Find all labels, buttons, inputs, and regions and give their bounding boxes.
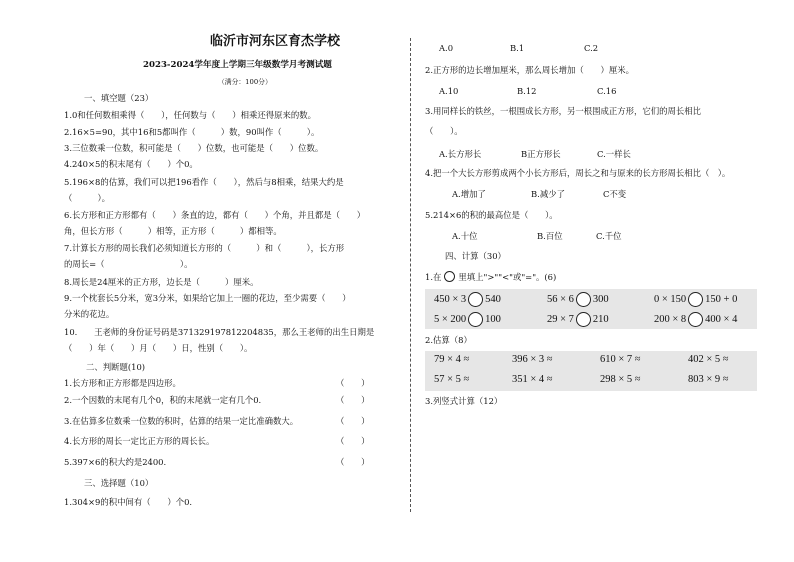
judge-q5-paren: （ ） [336,457,370,467]
fill-q7-line2: 的周长=（ ）。 [64,259,193,269]
calc-q1-prefix: 1.在 [425,271,442,282]
compare-circle[interactable] [468,292,483,307]
judge-q3-paren: （ ） [336,416,370,426]
estimate-item: 402 × 5 ≈ [688,354,729,365]
judge-q2: 2.一个因数的末尾有几个0，积的末尾就一定有几个0. [64,395,262,405]
section-choice: 三、选择题（10） [84,478,154,488]
section-fill-blank: 一、填空题（23） [84,93,154,103]
compare-circle[interactable] [576,292,591,307]
estimate-item: 396 × 3 ≈ [512,354,553,365]
estimate-item: 79 × 4 ≈ [434,354,470,365]
compare-right: 540 [485,294,501,305]
calc-q1 [425,271,556,282]
choice-q5-opt-c: C.千位 [596,231,622,241]
fill-q8: 8.周长是24厘米的正方形，边长是（ ）厘米。 [64,277,259,287]
judge-q1: 1.长方形和正方形都是四边形。 [64,378,181,388]
judge-q5: 5.397×6的积大约是2400. [64,457,167,467]
exam-title: 2023-2024学年度上学期三年级数学月考测试题 [143,60,332,70]
choice-q3-opt-b: B正方形长 [521,149,561,159]
choice-q4-opt-c: C不变 [603,189,627,199]
compare-item-3 [654,292,737,307]
estimate-title: 2.估算（8） [425,335,472,345]
compare-circle[interactable] [688,312,703,327]
fill-q6-line1: 6.长方形和正方形都有（ ）条直的边，都有（ ）个角，并且都是（ ） [64,210,366,220]
fill-q4: 4.240×5的积末尾有（ ）个0。 [64,159,198,169]
compare-right: 300 [592,294,609,305]
compare-left: 200 × 8 [654,314,687,325]
section-calc: 四、计算（30） [445,251,506,261]
fill-q3: 3.三位数乘一位数，积可能是（ ）位数，也可能是（ ）位数。 [64,143,324,153]
compare-right: 150 + 0 [705,294,738,305]
compare-item-6 [654,312,737,327]
compare-left: 450 × 3 [434,294,467,305]
judge-q1-paren: （ ） [336,378,370,388]
fill-q6-line2: 角，但长方形（ ）相等，正方形（ ）都相等。 [64,226,282,236]
section-judge: 二、判断题(10) [86,362,146,372]
fill-q9-line2: 分米的花边。 [64,309,115,319]
choice-q5: 5.214×6的积的最高位是（ ）。 [425,210,558,220]
vertical-calc-title: 3.列竖式计算（12） [425,396,503,406]
choice-q4: 4.把一个大长方形剪成两个小长方形后，周长之和与原来的长方形周长相比（ ）。 [425,168,731,178]
choice-q3-line2: （ ）。 [425,126,463,136]
estimate-item: 298 × 5 ≈ [600,374,641,385]
fill-q10-line2: （ ）年（ ）月（ ）日，性别（ ）。 [64,343,253,353]
estimate-item: 610 × 7 ≈ [600,354,641,365]
fill-q10-line1: 10. 王老师的身份证号码是371329197812204835，那么王老师的出生日期是 [64,327,375,337]
choice-q3-opt-a: A.长方形长 [439,149,482,159]
compare-circle[interactable] [468,312,483,327]
choice-q2-opt-a: A.10 [439,86,459,96]
choice-q4-opt-b: B.减少了 [531,189,565,199]
compare-left: 5 × 200 [434,314,467,325]
judge-q3: 3.在估算多位数乘一位数的积时，估算的结果一定比准确数大。 [64,416,299,426]
fill-q5-line2: （ ）。 [64,193,111,203]
estimate-item: 803 × 9 ≈ [688,374,729,385]
choice-q3-line1: 3.用同样长的铁丝，一根围成长方形，另一根围成正方形，它们的周长相比 [425,106,701,116]
judge-q4: 4.长方形的周长一定比正方形的周长长。 [64,436,215,446]
choice-q5-opt-a: A.十位 [452,231,478,241]
choice-q4-opt-a: A.增加了 [452,189,486,199]
compare-right: 100 [485,314,501,325]
compare-item-5 [547,312,609,327]
compare-item-2 [547,292,609,307]
column-divider [410,38,411,512]
fill-q1: 1.0和任何数相乘得（ ），任何数与（ ）相乘还得原来的数。 [64,110,316,120]
compare-left: 29 × 7 [547,314,574,325]
choice-q1-opt-c: C.2 [584,43,599,53]
compare-right: 400 × 4 [705,314,738,325]
choice-q2-opt-b: B.12 [517,86,537,96]
choice-q2-opt-c: C.16 [597,86,617,96]
compare-circle[interactable] [576,312,591,327]
calc-q1-instruction: 里填上">""<"或"="。(6) [458,271,557,282]
fill-q5-line1: 5.196×8的估算，我们可以把196看作（ ），然后与8相乘，结果大约是 [64,177,344,187]
full-score: （满分：100分） [218,78,272,86]
judge-q2-paren: （ ） [336,395,370,405]
estimate-item: 351 × 4 ≈ [512,374,553,385]
compare-right: 210 [592,314,609,325]
compare-left: 56 × 6 [547,294,574,305]
choice-q1-opt-a: A.0 [439,43,454,53]
compare-left: 0 × 150 [654,294,687,305]
school-name: 临沂市河东区育杰学校 [210,34,341,49]
estimate-item: 57 × 5 ≈ [434,374,470,385]
compare-item-1 [434,292,501,307]
judge-q4-paren: （ ） [336,436,370,446]
compare-item-4 [434,312,501,327]
fill-q2: 2.16×5=90，其中16和5都叫作（ ）数，90叫作（ ）。 [64,127,320,137]
fill-q7-line1: 7.计算长方形的周长我们必须知道长方形的（ ）和（ ），长方形 [64,243,345,253]
choice-q2: 2.正方形的边长增加厘米，那么周长增加（ ）厘米。 [425,65,634,75]
circle-icon [444,271,455,282]
choice-q5-opt-b: B.百位 [537,231,563,241]
fill-q9-line1: 9.一个枕套长5分米，宽3分米，如果给它加上一圈的花边，至少需要（ ） [64,293,351,303]
compare-circle[interactable] [688,292,703,307]
choice-q1-opt-b: B.1 [510,43,525,53]
choice-q1: 1.304×9的积中间有（ ）个0. [64,497,193,507]
choice-q3-opt-c: C.一样长 [597,149,631,159]
